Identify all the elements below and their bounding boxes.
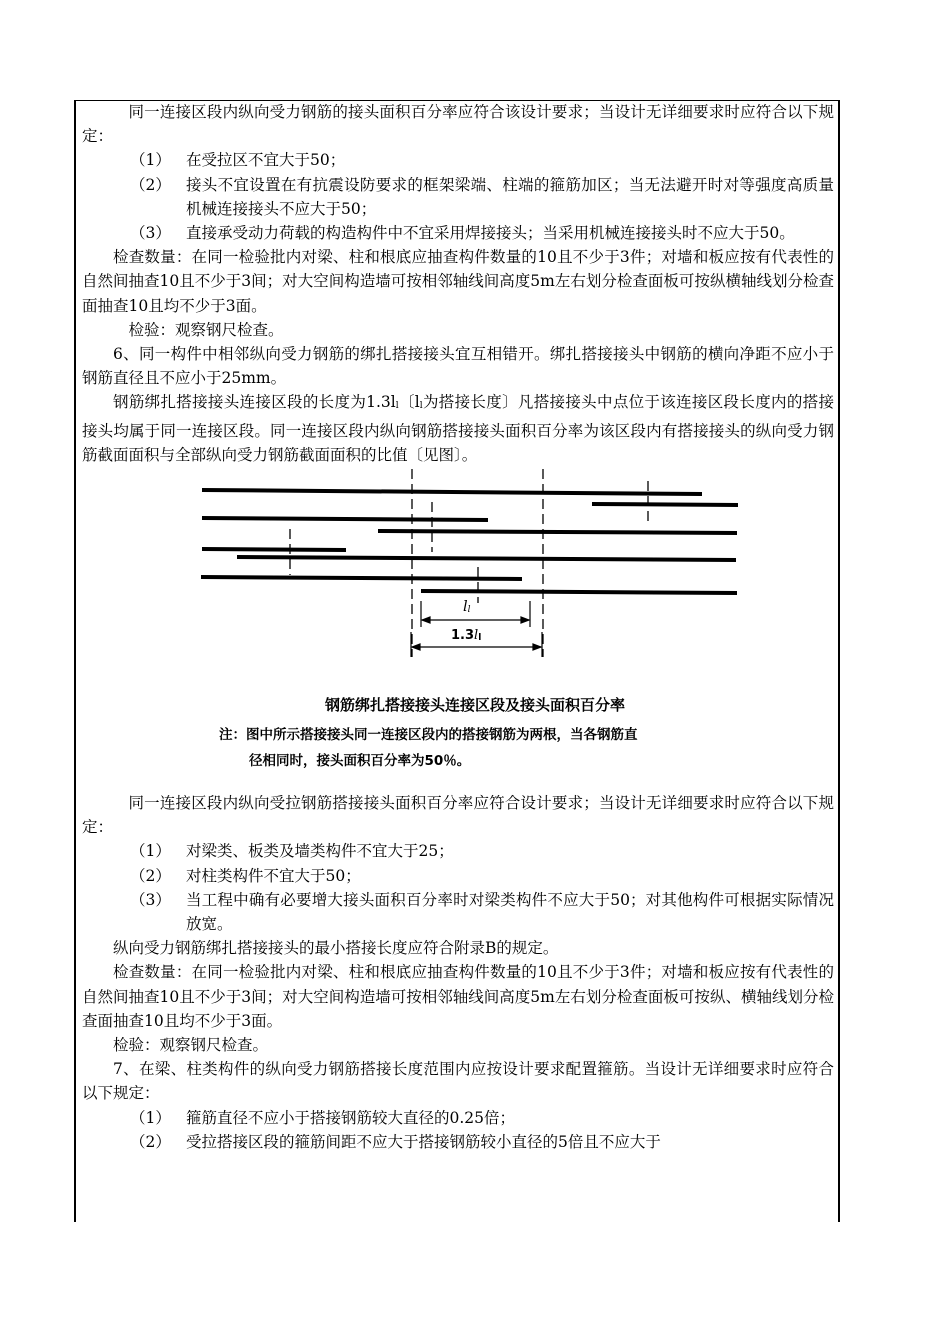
list-item: （3） 当工程中确有必要增大接头面积百分率时对梁类构件不应大于50；对其他构件可根据实际情况放宽。 (130, 890, 834, 934)
inspection-b: 检验：观察钢尺检查。 (113, 1036, 269, 1055)
list-item: （2） 受拉搭接区段的箍筋间距不应大于搭接钢筋较小直径的5倍且不应大于 (130, 1132, 661, 1151)
arrow-head (533, 644, 541, 650)
rebar-line (421, 591, 737, 593)
check-quantity-a: 检查数量：在同一检验批内对梁、柱和根底应抽查构件数量的10且不少于3件；对墙和板应按有代表性的自然间抽查10且不少于3间；对大空间构造墙可按相邻轴线间高度5m左右划分检查面板可按纵横轴线划分检查面抽查10且均不少于3面。 (82, 248, 834, 315)
figure-note-line2: 径相同时，接头面积百分率为50％。 (249, 753, 471, 770)
document-body (82, 100, 834, 1154)
arrow-head (412, 644, 420, 650)
section-6-text: 6、同一构件中相邻纵向受力钢筋的绑扎搭接接头宜互相错开。绑扎搭接接头中钢筋的横向净距不应小于钢筋直径且不应小于25mm。 (82, 345, 834, 388)
section-a-intro: 同一连接区段内纵向受力钢筋的接头面积百分率应符合该设计要求；当设计无详细要求时应符合以下规定： (82, 103, 834, 146)
lap-length-definition: 钢筋绑扎搭接接头连接区段的长度为1.3ll〔ll为搭接长度〕凡搭接接头中点位于该连接区段长度内的搭接接头均属于同一连接区段。同一连接区段内纵向钢筋搭接接头面积百分率为该区段内有搭接接头的纵向受力钢筋截面面积与全部纵向受力钢筋截面面积的比值〔见图〕。 (82, 393, 834, 464)
lap-splice-figure (82, 467, 834, 791)
check-quantity-b: 检查数量：在同一检验批内对梁、柱和根底应抽查构件数量的10且不少于3件；对墙和板应按有代表性的自然间抽查10且不少于3间；对大空间构造墙可按相邻轴线间高度5m左右划分检查面板可按纵、横轴线划分检查面抽查10且均不少于3面。 (82, 963, 834, 1030)
list-item: （1） 箍筋直径不应小于搭接钢筋较大直径的0.25倍； (130, 1108, 516, 1127)
min-lap-length: 纵向受力钢筋绑扎搭接接头的最小搭接长度应符合附录B的规定。 (113, 939, 559, 958)
arrow-head (422, 617, 430, 623)
section-7-text: 7、在梁、柱类构件的纵向受力钢筋搭接长度范围内应按设计要求配置箍筋。当设计无详细要求时应符合以下规定： (82, 1060, 834, 1103)
list-item: （2） 接头不宜设置在有抗震设防要求的框架梁端、柱端的箍筋加区；当无法避开时对等强度高质量机械连接接头不应大于50； (130, 175, 834, 218)
label-ll: ll (463, 599, 471, 616)
rebar-line (202, 490, 702, 494)
section-b-intro: 同一连接区段内纵向受拉钢筋搭接接头面积百分率应符合设计要求；当设计无详细要求时应符合以下规定： (82, 794, 834, 837)
list-item: （1） 在受拉区不宜大于50； (130, 151, 346, 170)
list-item: （3） 直接承受动力荷载的构造构件中不宜采用焊接接头；当采用机械连接接头时不应大于50。 (130, 224, 795, 243)
arrow-head (521, 617, 529, 623)
label-13ll: 1.3ll (451, 628, 482, 644)
figure-note-line1: 注：图中所示搭接接头同一连接区段内的搭接钢筋为两根，当各钢筋直 (219, 727, 638, 744)
figure-caption: 钢筋绑扎搭接接头连接区段及接头面积百分率 (325, 696, 626, 715)
rebar-line (592, 504, 738, 505)
list-item: （1） 对梁类、板类及墙类构件不宜大于25； (130, 842, 454, 861)
rebar-line (201, 577, 522, 579)
rebar-line (202, 549, 346, 550)
inspection-a: 检验：观察钢尺检查。 (128, 320, 284, 339)
rebar-line (202, 518, 488, 520)
list-item: （2） 对柱类构件不宜大于50； (130, 866, 361, 885)
rebar-line (237, 557, 736, 560)
